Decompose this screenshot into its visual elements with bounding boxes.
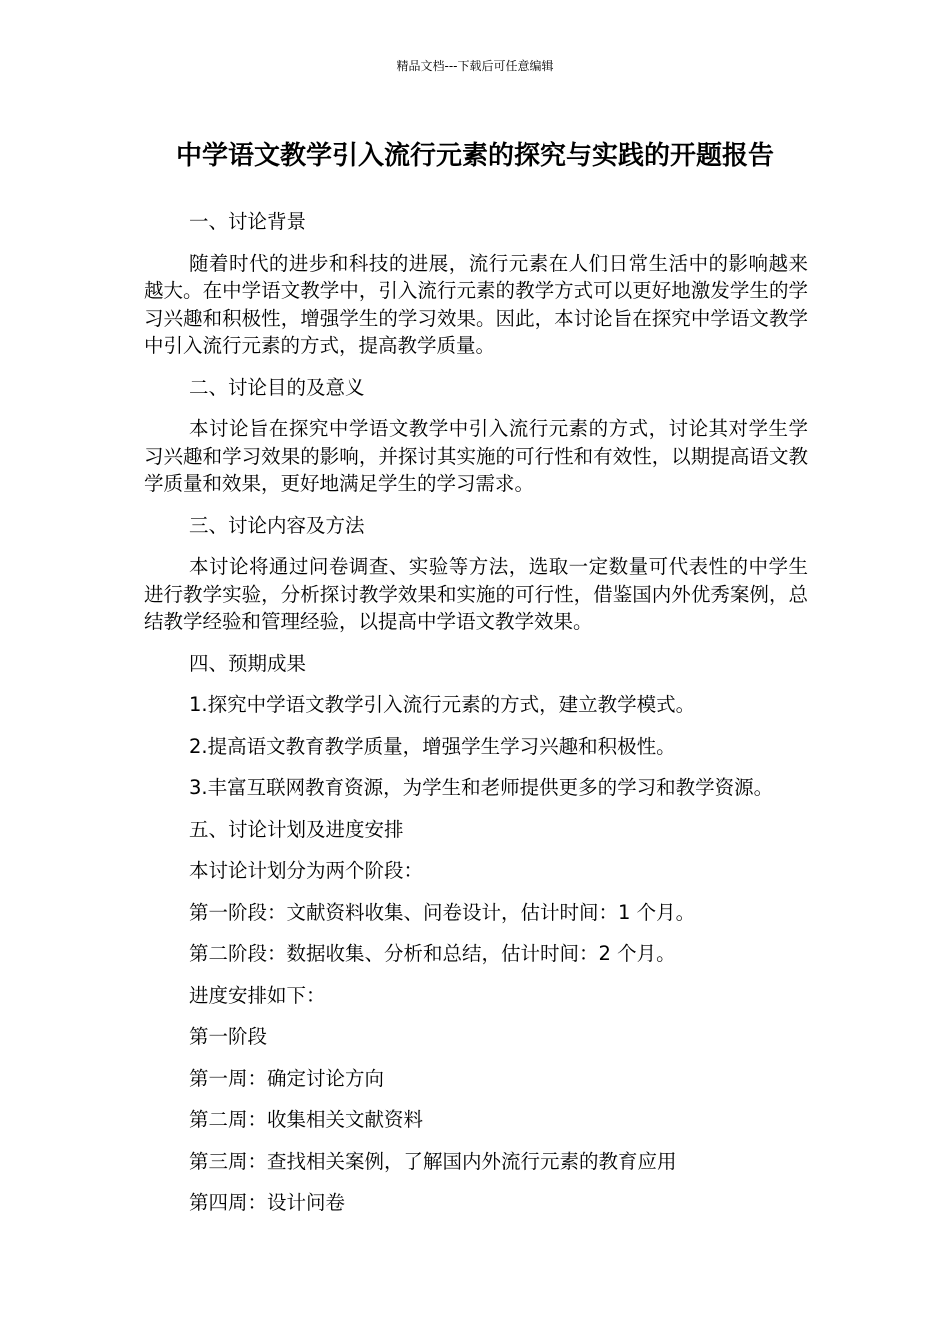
schedule-line: 本讨论计划分为两个阶段： [189, 859, 424, 882]
section-heading-schedule: 五、讨论计划及进度安排 [189, 817, 404, 841]
section-heading-background: 一、讨论背景 [189, 210, 307, 233]
paragraph-methods: 本讨论将通过问卷调查、实验等方法，选取一定数量可代表性的中学生进行教学实验，分析探讨教学效果和实施的可行性，借鉴国内外优秀案例，总结教学经验和管理经验，以提高中学语文教学效果。 [144, 555, 808, 633]
section-heading-outcomes: 四、预期成果 [189, 651, 307, 675]
schedule-line: 第一周：确定讨论方向 [189, 1066, 385, 1090]
paragraph-background: 随着时代的进步和科技的进展，流行元素在人们日常生活中的影响越来越大。在中学语文教学中，引入流行元素的教学方式可以更好地激发学生的学习兴趣和积极性，增强学生的学习效果。因此，本讨论旨在探究中学语文教学中引入流行元素的方式，提高教学质量。 [144, 251, 808, 357]
header-note: 精品文档---下载后可任意编辑 [396, 59, 554, 73]
section-heading-methods: 三、讨论内容及方法 [189, 513, 365, 537]
schedule-line: 第一阶段 [189, 1025, 268, 1048]
document-body [144, 208, 808, 1231]
section-heading-purpose: 二、讨论目的及意义 [189, 375, 365, 399]
schedule-line: 第二阶段：数据收集、分析和总结，估计时间：2 个月。 [189, 942, 676, 965]
paragraph-purpose: 本讨论旨在探究中学语文教学中引入流行元素的方式，讨论其对学生学习兴趣和学习效果的影响，并探讨其实施的可行性和有效性，以期提高语文教学质量和效果，更好地满足学生的学习需求。 [144, 417, 808, 495]
outcome-item: 1.探究中学语文教学引入流行元素的方式，建立教学模式。 [189, 693, 696, 716]
document-title: 中学语文教学引入流行元素的探究与实践的开题报告 [175, 141, 774, 171]
schedule-line: 第二周：收集相关文献资料 [189, 1108, 424, 1131]
schedule-line: 第四周：设计问卷 [189, 1191, 346, 1214]
outcome-item: 2.提高语文教育教学质量，增强学生学习兴趣和积极性。 [189, 734, 676, 758]
schedule-line: 第三周：查找相关案例，了解国内外流行元素的教育应用 [189, 1149, 677, 1173]
outcome-item: 3.丰富互联网教育资源，为学生和老师提供更多的学习和教学资源。 [189, 776, 774, 799]
schedule-line: 第一阶段：文献资料收集、问卷设计，估计时间：1 个月。 [189, 900, 696, 924]
schedule-line: 进度安排如下： [189, 983, 326, 1007]
